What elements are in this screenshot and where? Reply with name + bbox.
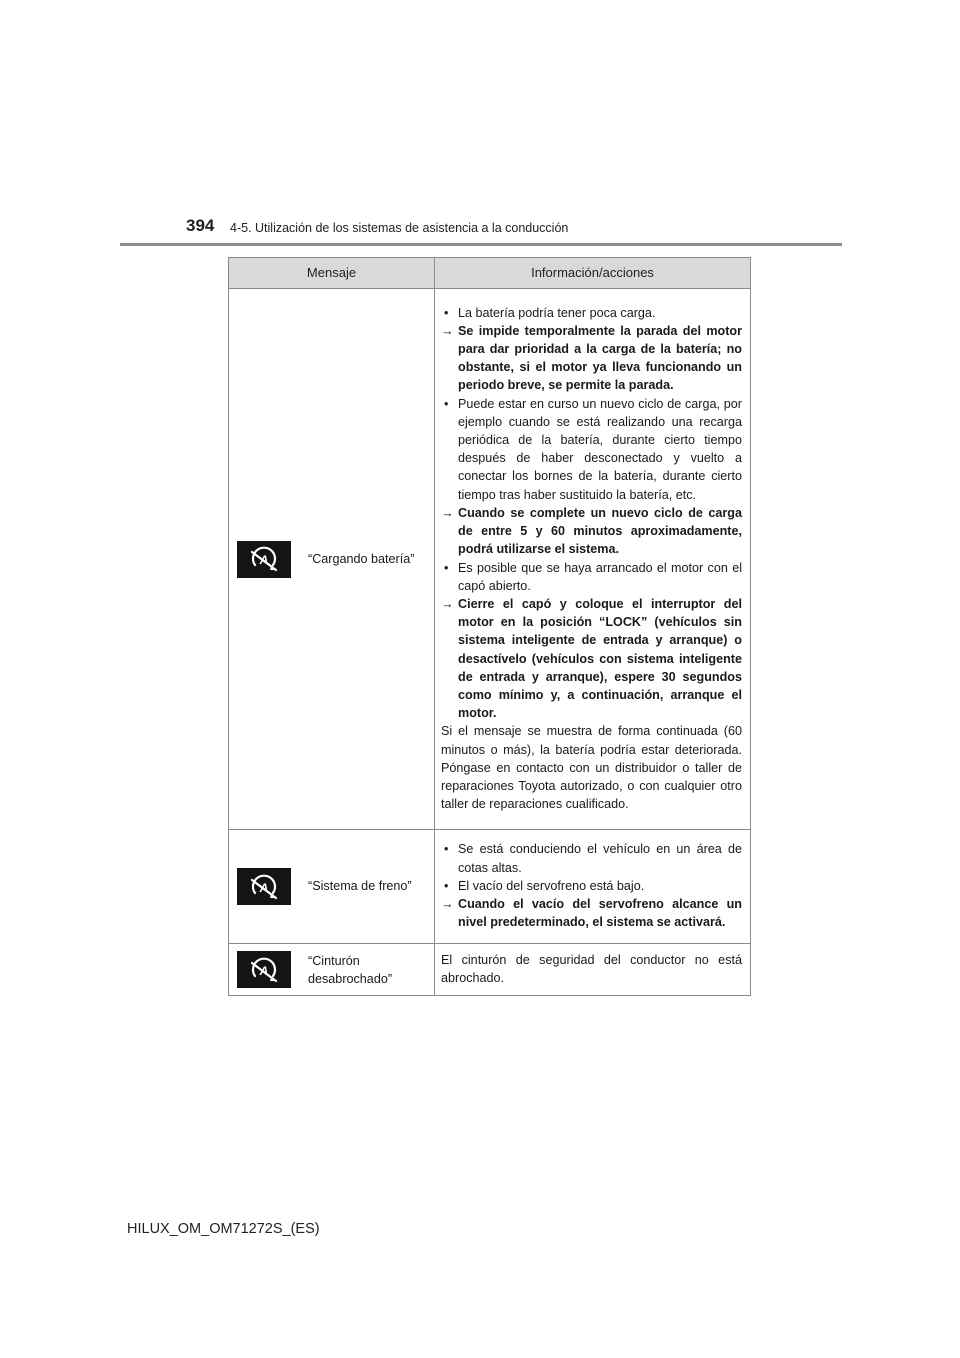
info-cell (435, 289, 751, 830)
header-divider (120, 243, 842, 246)
message-table (228, 257, 751, 996)
table-body (229, 289, 751, 996)
action-text (441, 595, 742, 722)
stop-start-off-icon (237, 541, 291, 578)
stop-start-off-icon (237, 951, 291, 988)
svg-text:A: A (259, 880, 269, 895)
arrow-icon: → (441, 596, 454, 611)
stop-start-off-icon (237, 868, 291, 905)
info-cell (435, 830, 751, 944)
action-label: Cierre el capó y coloque el interruptor del motor en la posición “LOCK” (vehículos sin sistema inteligente de entrada y arranque) o desactívelo (vehículos con sistema inteligente de entrada y arranque), espere 30 segundos como mínimo y, a continuación, arranque el motor. (458, 596, 742, 721)
bullet-item: • Se está conduciendo el vehículo en un área de cotas altas. (441, 840, 742, 876)
arrow-icon: → (441, 323, 454, 338)
message-cell (229, 289, 435, 830)
message-label: “Cargando batería” (308, 551, 415, 566)
action-text (441, 504, 742, 559)
message-cell (229, 830, 435, 944)
column-header-message: Mensaje (229, 258, 435, 289)
info-cell (435, 944, 751, 996)
message-label: “Cinturón desabrochado” (308, 953, 393, 986)
svg-text:A: A (259, 963, 269, 978)
arrow-icon: → (441, 897, 454, 912)
action-text (441, 895, 742, 931)
action-label: Cuando el vacío del servofreno alcance un nivel predeterminado, el sistema se activará. (458, 897, 742, 930)
table-row (229, 289, 751, 830)
svg-text:A: A (259, 553, 269, 567)
bullet-item: • Es posible que se haya arrancado el motor con el capó abierto. (441, 559, 742, 595)
page-number: 394 (186, 216, 215, 235)
message-label: “Sistema de freno” (308, 879, 412, 894)
message-cell (229, 944, 435, 996)
bullet-item: • El vacío del servofreno está bajo. (441, 877, 742, 895)
column-header-info: Información/acciones (435, 258, 751, 289)
action-text (441, 322, 742, 395)
table-header-row (229, 258, 751, 289)
paragraph: Si el mensaje se muestra de forma continuada (60 minutos o más), la batería podría estar deteriorada. Póngase en contacto con un distribuidor o taller de reparaciones Toyota autorizado, o con cualquier otro taller de reparaciones cualificado. (441, 724, 742, 812)
arrow-icon: → (441, 505, 454, 520)
action-label: Se impide temporalmente la parada del motor para dar prioridad a la carga de la batería; no obstante, si el motor ya lleva funcionando un periodo breve, se permite la parada. (458, 323, 742, 393)
bullet-item: • Puede estar en curso un nuevo ciclo de carga, por ejemplo cuando se está realizando una recarga periódica de la batería, durante cierto tiempo después de haber desconectado y vuelto a conectar los bornes de la batería, durante cierto tiempo tras haber sustituido la batería, etc. (441, 395, 742, 504)
paragraph: El cinturón de seguridad del conductor no está abrochado. (441, 953, 742, 986)
table-row (229, 944, 751, 996)
table-row (229, 830, 751, 944)
section-title: 4-5. Utilización de los sistemas de asistencia a la conducción (230, 221, 569, 235)
bullet-item: • La batería podría tener poca carga. (441, 304, 742, 322)
footer-doc-code: HILUX_OM_OM71272S_(ES) (127, 1221, 320, 1237)
action-label: Cuando se complete un nuevo ciclo de carga de entre 5 y 60 minutos aproximadamente, podrá utilizarse el sistema. (458, 505, 742, 557)
